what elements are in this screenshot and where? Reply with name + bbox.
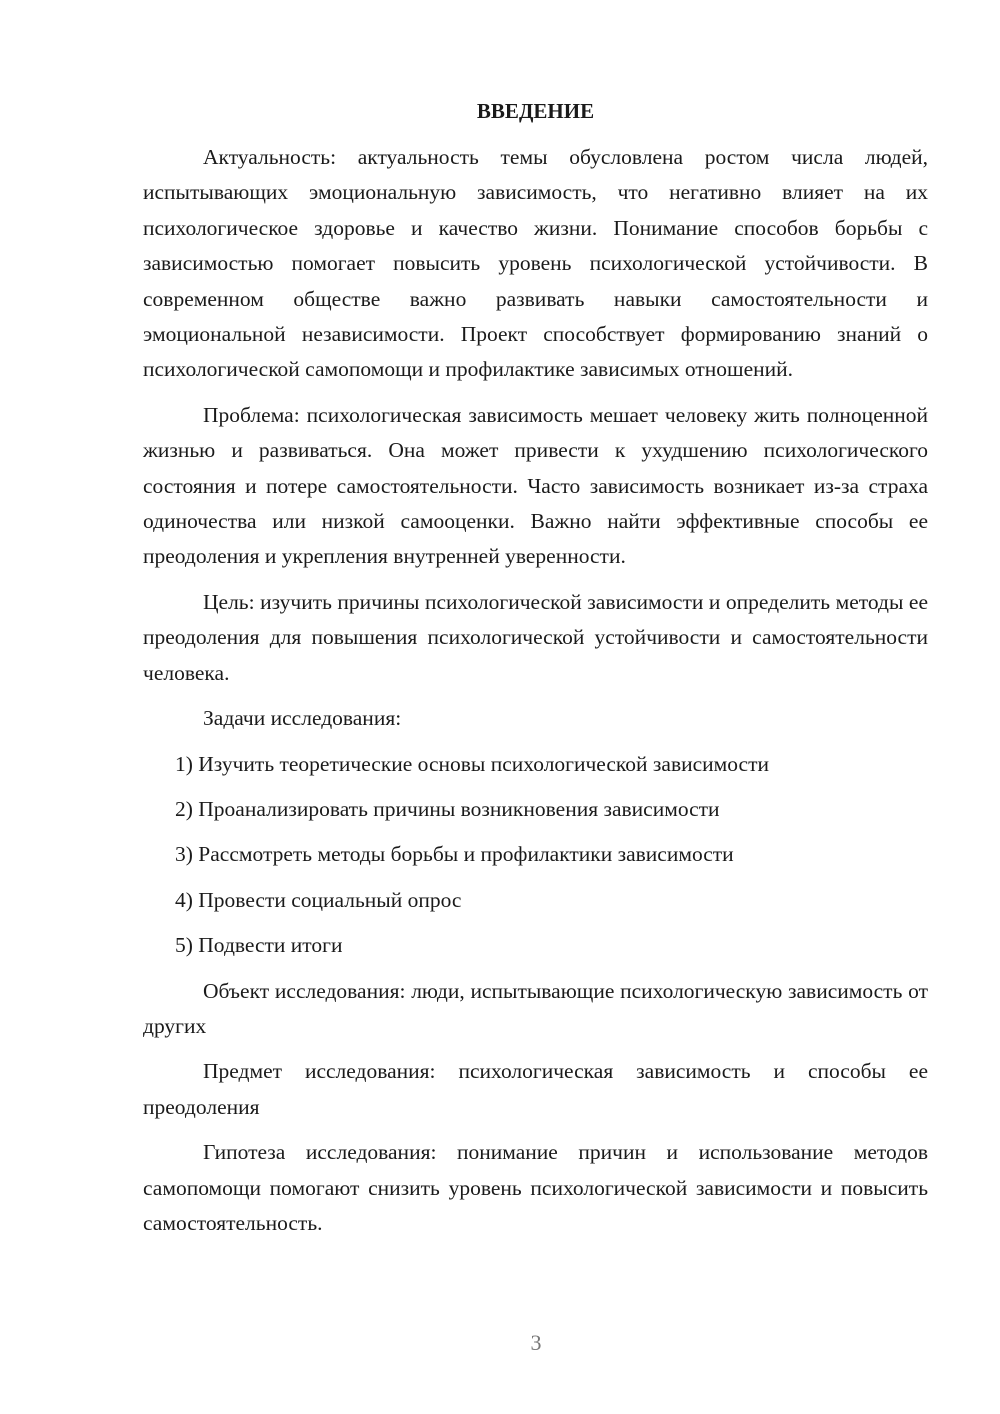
page-title: ВВЕДЕНИЕ bbox=[476, 99, 595, 123]
task-item: 3) Рассмотреть методы борьбы и профилактики зависимости bbox=[175, 842, 734, 867]
task-item: 2) Проанализировать причины возникновения зависимости bbox=[175, 796, 720, 821]
task-item: 1) Изучить теоретические основы психологической зависимости bbox=[175, 751, 769, 776]
tasks-list bbox=[143, 747, 928, 964]
page-number: 3 bbox=[530, 1330, 542, 1355]
relevance-paragraph: Актуальность: актуальность темы обусловлена ростом числа людей, испытывающих эмоциональную зависимость, что негативно влияет на их психологическое здоровье и качество жизни. Понимание способов борьбы с зависимостью помогает повысить уровень психологической устойчивости. В современном обществе важно развивать навыки самостоятельности и эмоциональной независимости. Проект способствует формированию знаний о психологической самопомощи и профилактике зависимых отношений. bbox=[143, 145, 928, 382]
problem-paragraph: Проблема: психологическая зависимость мешает человеку жить полноценной жизнью и развиваться. Она может привести к ухудшению психологического состояния и потере самостоятельности. Часто зависимость возникает из-за страха одиночества или низкой самооценки. Важно найти эффективные способы ее преодоления и укрепления внутренней уверенности. bbox=[143, 402, 928, 569]
goal-paragraph: Цель: изучить причины психологической зависимости и определить методы ее преодоления для повышения психологической устойчивости и самостоятельности человека. bbox=[143, 589, 928, 685]
object-paragraph: Объект исследования: люди, испытывающие психологическую зависимость от других bbox=[143, 978, 928, 1038]
tasks-heading: Задачи исследования: bbox=[203, 706, 402, 731]
hypothesis-paragraph: Гипотеза исследования: понимание причин и использование методов самопомощи помогают снизить уровень психологической зависимости и повысить самостоятельность. bbox=[143, 1140, 928, 1235]
task-item: 4) Провести социальный опрос bbox=[175, 887, 462, 912]
page-content bbox=[143, 96, 928, 1251]
subject-paragraph: Предмет исследования: психологическая зависимость и способы ее преодоления bbox=[143, 1059, 928, 1119]
task-item: 5) Подвести итоги bbox=[175, 933, 343, 958]
